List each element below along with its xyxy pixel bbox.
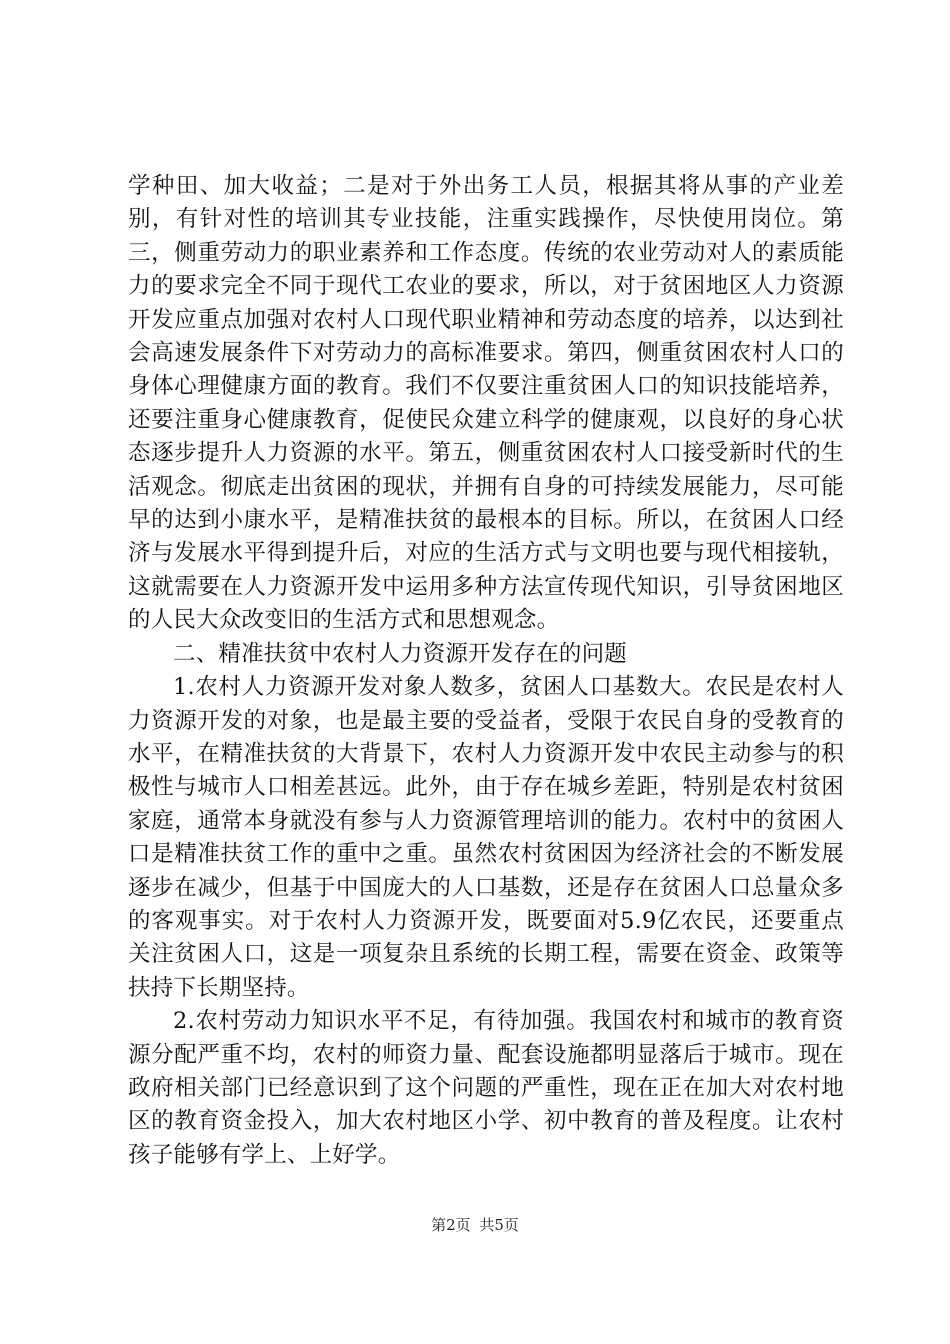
- section-heading: 二、精准扶贫中农村人力资源开发存在的问题: [173, 640, 628, 667]
- page-total: 共5页: [479, 1216, 519, 1234]
- page-footer: [0, 1215, 950, 1235]
- page-number: 第2页: [431, 1216, 471, 1234]
- paragraph-1: 学种田、加大收益；二是对于外出务工人员，根据其将从事的产业差别，有针对性的培训其专业技能，注重实践操作，尽快使用岗位。第三，侧重劳动力的职业素养和工作态度。传统的农业劳动对人的素质能力的要求完全不同于现代工农业的要求，所以，对于贫困地区人力资源开发应重点加强对农村人口现代职业精神和劳动态度的培养，以达到社会高速发展条件下对劳动力的高标准要求。第四，侧重贫困农村人口的身体心理健康方面的教育。我们不仅要注重贫困人口的知识技能培养，还要注重身心健康教育，促使民众建立科学的健康观，以良好的身心状态逐步提升人力资源的水平。第五，侧重贫困农村人口接受新时代的生活观念。彻底走出贫困的现状，并拥有自身的可持续发展能力，尽可能早的达到小康水平，是精准扶贫的最根本的目标。所以，在贫困人口经济与发展水平得到提升后，对应的生活方式与文明也要与现代相接轨，这就需要在人力资源开发中运用多种方法宣传现代知识，引导贫困地区的人民大众改变旧的生活方式和思想观念。: [128, 173, 844, 634]
- paragraph-point-1: 1.农村人力资源开发对象人数多，贫困人口基数大。农民是农村人力资源开发的对象，也是最主要的受益者，受限于农民自身的受教育的水平，在精准扶贫的大背景下，农村人力资源开发中农民主动参与的积极性与城市人口相差甚远。此外，由于存在城乡差距，特别是农村贫困家庭，通常本身就没有参与人力资源管理培训的能力。农村中的贫困人口是精准扶贫工作的重中之重。虽然农村贫困因为经济社会的不断发展逐步在减少，但基于中国庞大的人口基数，还是存在贫困人口总量众多的客观事实。对于农村人力资源开发，既要面对5.9亿农民，还要重点关注贫困人口，这是一项复杂且系统的长期工程，需要在资金、政策等扶持下长期坚持。: [128, 674, 844, 1001]
- paragraph-point-2: 2.农村劳动力知识水平不足，有待加强。我国农村和城市的教育资源分配严重不均，农村的师资力量、配套设施都明显落后于城市。现在政府相关部门已经意识到了这个问题的严重性，现在正在加大对农村地区的教育资金投入，加大农村地区小学、初中教育的普及程度。让农村孩子能够有学上、上好学。: [128, 1008, 844, 1168]
- document-body: [128, 170, 844, 1172]
